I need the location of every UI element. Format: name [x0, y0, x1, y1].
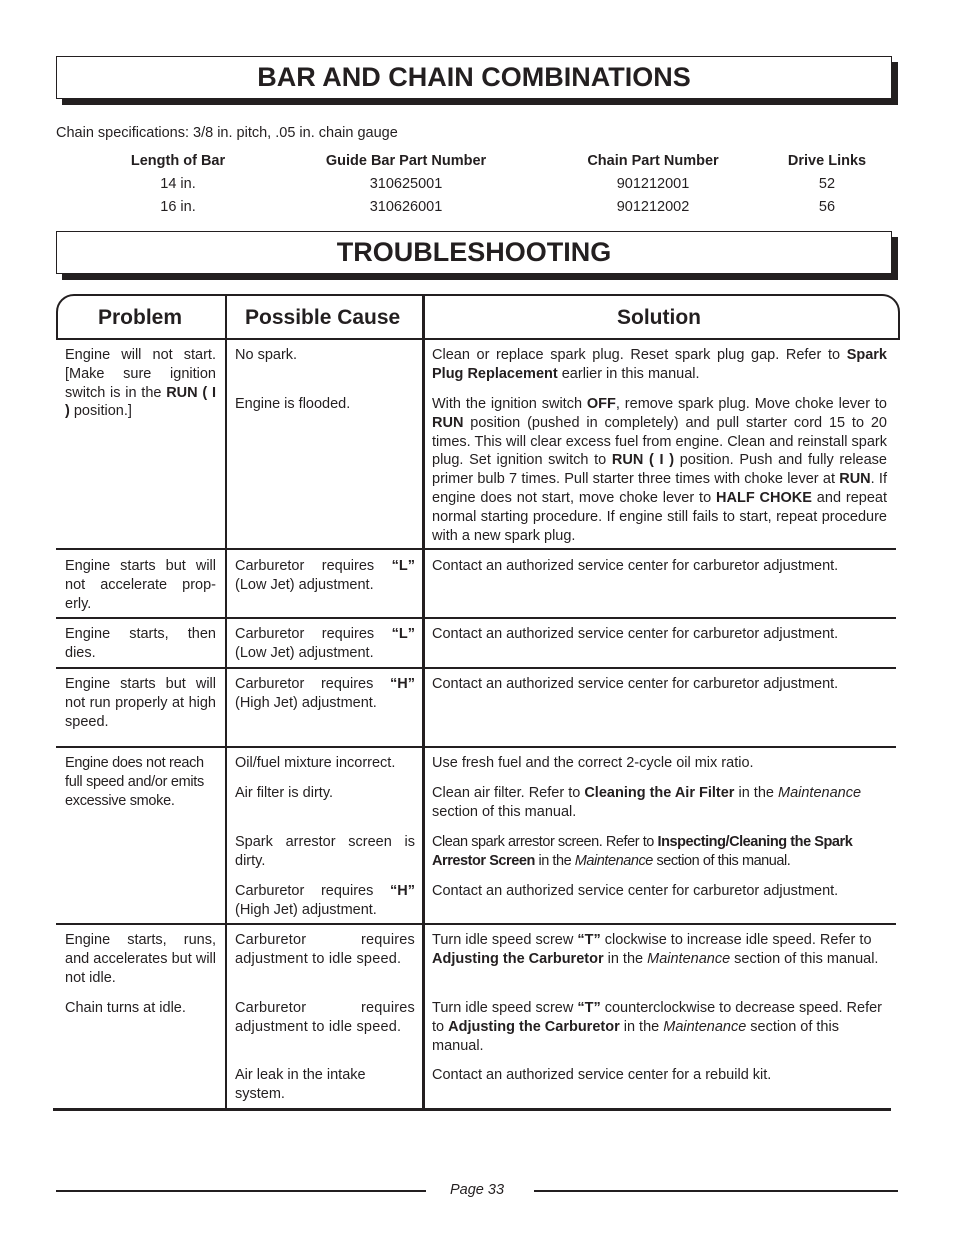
chain-column — [563, 150, 743, 219]
row-divider — [56, 548, 896, 550]
cause-cell: Oil/fuel mixture incorrect. — [235, 755, 396, 771]
cause-cell: Carburetor requires “L” (Low Jet) adjustment. — [235, 626, 415, 661]
cell: 56 — [818, 199, 836, 215]
solution-cell: With the ignition switch OFF, remove spark plug. Move choke lever to RUN position (pushed in completely) and pull starter cord 15 to 20 times. This will clear excess fuel from engine. Clean and reinstall spark plug. Set ignition switch to RUN ( I ) position. Push and fully release primer bulb 7 times. Pull starter three times with choke lever at RUN. If engine does not start, move choke lever to HALF CHOKE and repeat normal starting procedure. If engine still fails to start, repeat procedure with a new spark plug. — [432, 396, 887, 544]
troubleshooting-title: TROUBLESHOOTING — [56, 231, 892, 274]
drive-links-column — [772, 150, 882, 219]
row-divider — [56, 617, 896, 619]
cause-cell: Carburetor requires adjustment to idle speed. — [235, 932, 415, 967]
row-divider — [56, 746, 896, 748]
solution-cell: Turn idle speed screw “T” counterclockwise to decrease speed. Refer to Adjusting the Carburetor in the Maintenance section of this manual. — [432, 1000, 882, 1054]
column-divider — [422, 294, 425, 1110]
cause-cell: Spark arrestor screen is dirty. — [235, 834, 415, 869]
solution-cell: Turn idle speed screw “T” clockwise to increase idle speed. Refer to Adjusting the Carburetor in the Maintenance section of this manual. — [432, 932, 879, 967]
page-number: Page 33 — [449, 1182, 505, 1198]
table-header — [56, 294, 900, 340]
cell: 52 — [818, 176, 836, 192]
solution-cell: Clean spark arrestor screen. Refer to Inspecting/Cleaning the Spark Arrestor Screen in the Maintenance section of this manual. — [432, 834, 853, 869]
solution-cell: Clean or replace spark plug. Reset spark plug gap. Refer to Spark Plug Replacement earlier in this manual. — [432, 347, 887, 382]
cause-cell: No spark. — [235, 347, 298, 363]
header-drive-links: Drive Links — [787, 153, 867, 169]
header-bar-length: Length of Bar — [130, 153, 226, 169]
problem-cell: Engine starts, then dies. — [65, 626, 216, 661]
header-problem: Problem — [98, 306, 183, 329]
footer-rule-right — [534, 1190, 898, 1192]
solution-cell: Contact an authorized service center for carburetor adjustment. — [432, 558, 839, 574]
header-possible-cause: Possible Cause — [245, 306, 401, 329]
bar-length-column — [108, 150, 248, 219]
header-guide-bar: Guide Bar Part Number — [325, 153, 487, 169]
solution-cell: Contact an authorized service center for carburetor adjustment. — [432, 883, 839, 899]
solution-cell: Contact an authorized service center for carburetor adjustment. — [432, 676, 839, 692]
problem-cell: Engine does not reach full speed and/or emits excessive smoke. — [65, 755, 204, 809]
combinations-title: BAR AND CHAIN COMBINATIONS — [56, 56, 892, 99]
cell: 310626001 — [369, 199, 443, 215]
solution-cell: Use fresh fuel and the correct 2-cycle oil mix ratio. — [432, 755, 754, 771]
cause-cell: Carburetor requires “L” (Low Jet) adjustment. — [235, 558, 415, 593]
row-divider — [56, 923, 896, 925]
cause-cell: Air filter is dirty. — [235, 785, 334, 801]
cell: 901212001 — [616, 176, 690, 192]
problem-cell: Engine starts but will not run properly at high speed. — [65, 676, 216, 730]
cell: 14 in. — [160, 176, 196, 192]
cell: 310625001 — [369, 176, 443, 192]
chain-spec: Chain specifications: 3/8 in. pitch, .05 in. chain gauge — [56, 125, 398, 141]
footer-rule-left — [56, 1190, 426, 1192]
problem-cell: Chain turns at idle. — [65, 1000, 186, 1016]
cause-cell: Carburetor requires “H” (High Jet) adjustment. — [235, 676, 415, 711]
solution-cell: Contact an authorized service center for carburetor adjustment. — [432, 626, 839, 642]
cause-cell: Carburetor requires “H” (High Jet) adjustment. — [235, 883, 415, 918]
solution-cell: Contact an authorized service center for a rebuild kit. — [432, 1067, 772, 1083]
column-divider — [225, 294, 227, 1110]
header-chain: Chain Part Number — [587, 153, 719, 169]
cell: 16 in. — [160, 199, 196, 215]
cause-cell: Air leak in the intake system. — [235, 1067, 366, 1102]
cause-cell: Engine is flooded. — [235, 396, 351, 412]
cell: 901212002 — [616, 199, 690, 215]
problem-cell: Engine starts but will not accelerate prop-erly. — [65, 558, 216, 612]
guide-bar-column — [306, 150, 506, 219]
cause-cell: Carburetor requires adjustment to idle speed. — [235, 1000, 415, 1035]
problem-cell: Engine will not start. [Make sure ignition switch is in the RUN ( I ) position.] — [65, 347, 216, 420]
row-divider — [56, 667, 896, 669]
problem-cell: Engine starts, runs, and accelerates but will not idle. — [65, 932, 216, 986]
header-solution: Solution — [617, 306, 701, 329]
table-bottom-rule — [53, 1108, 891, 1111]
solution-cell: Clean air filter. Refer to Cleaning the Air Filter in the Maintenance section of this manual. — [432, 785, 862, 820]
